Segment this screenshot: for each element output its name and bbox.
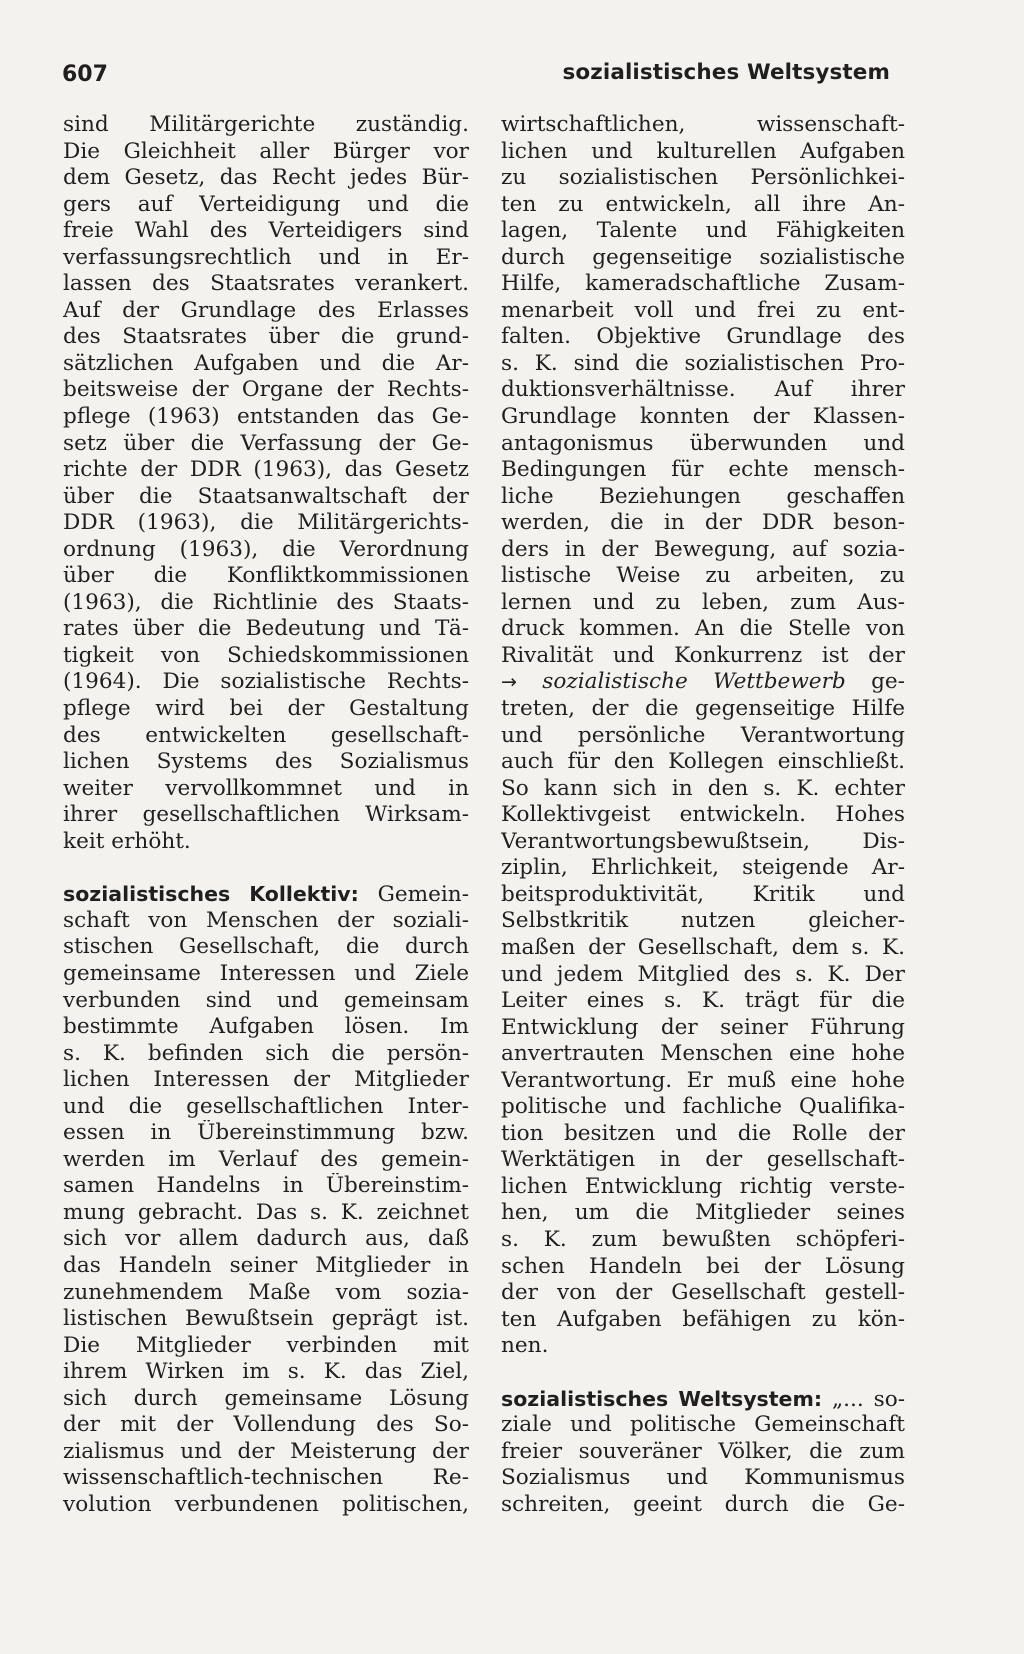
text-line: weiter vervollkommnet und in	[63, 775, 469, 801]
text-line: wissenschaftlich-technischen Re-	[63, 1465, 469, 1491]
text-line: stischen Gesellschaft, die durch	[63, 934, 469, 960]
text-line: lichen Interessen der Mitglieder	[63, 1067, 469, 1093]
text-line: (1964). Die sozialistische Rechts-	[63, 669, 469, 695]
text-line: treten, der die gegenseitige Hilfe	[501, 696, 905, 722]
text-line: gemeinsame Interessen und Ziele	[63, 960, 469, 986]
entry-term-kollektiv: sozialistisches Kollektiv:	[63, 882, 359, 907]
text-line: freie Wahl des Verteidigers sind	[63, 218, 469, 244]
entry-heading-line	[63, 881, 469, 908]
text-line: dem Gesetz, das Recht jedes Bür-	[63, 165, 469, 191]
text-line: lichen Entwicklung richtig verste-	[501, 1173, 905, 1199]
text-line: Entwicklung der seiner Führung	[501, 1014, 905, 1040]
text-line: sich durch gemeinsame Lösung	[63, 1385, 469, 1411]
text-line: des entwickelten gesellschaft-	[63, 722, 469, 748]
text-line: ders in der Bewegung, auf sozia-	[501, 536, 905, 562]
text-line: (1963), die Richtlinie des Staats-	[63, 589, 469, 615]
text-line: schaft von Menschen der soziali-	[63, 907, 469, 933]
text-line: zu sozialistischen Persönlichkei-	[501, 165, 905, 191]
text-line: über die Staatsanwaltschaft der	[63, 483, 469, 509]
arrow-right-icon: →	[501, 671, 517, 694]
text-line: s. K. sind die sozialistischen Pro-	[501, 350, 905, 376]
text-line: rates über die Bedeutung und Tä-	[63, 616, 469, 642]
text-line: schen Handeln bei der Lösung	[501, 1253, 905, 1279]
entry-heading-line	[501, 1386, 905, 1413]
text-line: tion besitzen und die Rolle der	[501, 1120, 905, 1146]
text-line: schreiten, geeint durch die Ge-	[501, 1491, 905, 1517]
text-line: Die Gleichheit aller Bürger vor	[63, 138, 469, 164]
text-line: sind Militärgerichte zuständig.	[63, 112, 469, 137]
entry-term-weltsystem: sozialistisches Weltsystem:	[501, 1386, 823, 1411]
text-line: Rivalität und Konkurrenz ist der	[501, 642, 905, 668]
text-line: Hilfe, kameradschaftliche Zusam-	[501, 271, 905, 297]
text-line: lichen und kulturellen Aufgaben	[501, 138, 905, 164]
text-line: s. K. befinden sich die persön-	[63, 1040, 469, 1066]
text-line: freier souveräner Völker, die zum	[501, 1438, 905, 1464]
text-line: ihrer gesellschaftlichen Wirksam-	[63, 802, 469, 828]
text-line: und persönliche Verantwortung	[501, 722, 905, 748]
text-line: auch für den Kollegen einschließt.	[501, 749, 905, 775]
text-line: falten. Objektive Grundlage des	[501, 324, 905, 350]
text-line: Grundlage konnten der Klassen-	[501, 404, 905, 430]
text-line: werden im Verlauf des gemein-	[63, 1146, 469, 1172]
text-line: Verantwortungsbewußtsein, Dis-	[501, 828, 905, 854]
text-line: werden, die in der DDR beson-	[501, 510, 905, 536]
text-line: pflege (1963) entstanden das Ge-	[63, 404, 469, 430]
text-line: volution verbundenen politischen,	[63, 1491, 469, 1517]
text-line: lagen, Talente und Fähigkeiten	[501, 218, 905, 244]
paragraph-weltsystem	[501, 1412, 905, 1518]
text-line: gers auf Verteidigung und die	[63, 191, 469, 217]
text-line: politische und fachliche Qualifika-	[501, 1094, 905, 1120]
text-line: essen in Übereinstimmung bzw.	[63, 1120, 469, 1146]
cross-reference-rest: ge-	[871, 669, 905, 695]
text-line: anvertrauten Menschen eine hohe	[501, 1041, 905, 1067]
text-line: ten zu entwickeln, all ihre An-	[501, 191, 905, 217]
text-line: So kann sich in den s. K. echter	[501, 775, 905, 801]
text-line: durch gegenseitige sozialistische	[501, 244, 905, 270]
text-line: das Handeln seiner Mitglieder in	[63, 1252, 469, 1278]
text-line: ihrem Wirken im s. K. das Ziel,	[63, 1359, 469, 1385]
text-line: tigkeit von Schiedskommissionen	[63, 642, 469, 668]
text-line: liche Beziehungen geschaffen	[501, 483, 905, 509]
entry-text-start: „... so-	[831, 1386, 905, 1412]
text-line: bestimmte Aufgaben lösen. Im	[63, 1014, 469, 1040]
text-line: Kollektivgeist entwickeln. Hohes	[501, 802, 905, 828]
text-line: Sozialismus und Kommunismus	[501, 1465, 905, 1491]
cross-reference-line	[501, 669, 905, 696]
paragraph-rechtspflege	[63, 112, 469, 855]
text-line: menarbeit voll und frei zu ent-	[501, 297, 905, 323]
left-column	[63, 112, 469, 1518]
text-line: verbunden sind und gemeinsam	[63, 987, 469, 1013]
text-line: pflege wird bei der Gestaltung	[63, 696, 469, 722]
text-line: lassen des Staatsrates verankert.	[63, 271, 469, 297]
cross-reference-link[interactable]: sozialistische Wettbewerb	[542, 669, 846, 695]
text-line: mung gebracht. Das s. K. zeichnet	[63, 1199, 469, 1225]
text-line: der von der Gesellschaft gestell-	[501, 1280, 905, 1306]
text-line: beitsweise der Organe der Rechts-	[63, 377, 469, 403]
text-line: duktionsverhältnisse. Auf ihrer	[501, 377, 905, 403]
entry-text-start: Gemein-	[377, 882, 469, 908]
text-line: sätzlichen Aufgaben und die Ar-	[63, 350, 469, 376]
text-line: und die gesellschaftlichen Inter-	[63, 1093, 469, 1119]
text-line: zialismus und der Meisterung der	[63, 1438, 469, 1464]
text-line: und jedem Mitglied des s. K. Der	[501, 961, 905, 987]
text-line: Auf der Grundlage des Erlasses	[63, 297, 469, 323]
paragraph-kollektiv	[63, 908, 469, 1519]
paragraph-kollektiv-cont	[501, 112, 905, 669]
text-line: lernen und zu leben, zum Aus-	[501, 589, 905, 615]
text-line: s. K. zum bewußten schöpferi-	[501, 1226, 905, 1252]
text-line: richte der DDR (1963), das Gesetz	[63, 457, 469, 483]
text-line: DDR (1963), die Militärgerichts-	[63, 510, 469, 536]
right-column	[501, 112, 905, 1518]
paragraph-kollektiv-cont2	[501, 696, 905, 1360]
text-line: listische Weise zu arbeiten, zu	[501, 563, 905, 589]
text-line: beitsproduktivität, Kritik und	[501, 881, 905, 907]
text-line: lichen Systems des Sozialismus	[63, 749, 469, 775]
text-line: antagonismus überwunden und	[501, 430, 905, 456]
page-number: 607	[62, 62, 108, 87]
running-title: sozialistisches Weltsystem	[562, 60, 890, 85]
text-line: druck kommen. An die Stelle von	[501, 616, 905, 642]
text-line: über die Konfliktkommissionen	[63, 563, 469, 589]
text-line: wirtschaftlichen, wissenschaft-	[501, 112, 905, 137]
text-line: keit erhöht.	[63, 828, 191, 854]
text-line: listischen Bewußtsein geprägt ist.	[63, 1306, 469, 1332]
text-line: ziale und politische Gemeinschaft	[501, 1412, 905, 1438]
text-line: samen Handelns in Übereinstim-	[63, 1173, 469, 1199]
text-line: setz über die Verfassung der Ge-	[63, 430, 469, 456]
text-line: zunehmendem Maße vom sozia-	[63, 1279, 469, 1305]
text-line: ziplin, Ehrlichkeit, steigende Ar-	[501, 855, 905, 881]
text-line: verfassungsrechtlich und in Er-	[63, 244, 469, 270]
text-line: Die Mitglieder verbinden mit	[63, 1332, 469, 1358]
text-line: Werktätigen in der gesellschaft-	[501, 1147, 905, 1173]
text-line: maßen der Gesellschaft, dem s. K.	[501, 934, 905, 960]
text-line: Selbstkritik nutzen gleicher-	[501, 908, 905, 934]
text-line: Verantwortung. Er muß eine hohe	[501, 1067, 905, 1093]
text-line: nen.	[501, 1333, 549, 1359]
text-line: Bedingungen für echte mensch-	[501, 457, 905, 483]
text-line: sich vor allem dadurch aus, daß	[63, 1226, 469, 1252]
text-line: Leiter eines s. K. trägt für die	[501, 988, 905, 1014]
text-line: des Staatsrates über die grund-	[63, 324, 469, 350]
text-line: ordnung (1963), die Verordnung	[63, 536, 469, 562]
text-line: hen, um die Mitglieder seines	[501, 1200, 905, 1226]
text-line: der mit der Vollendung des So-	[63, 1412, 469, 1438]
text-line: ten Aufgaben befähigen zu kön-	[501, 1306, 905, 1332]
